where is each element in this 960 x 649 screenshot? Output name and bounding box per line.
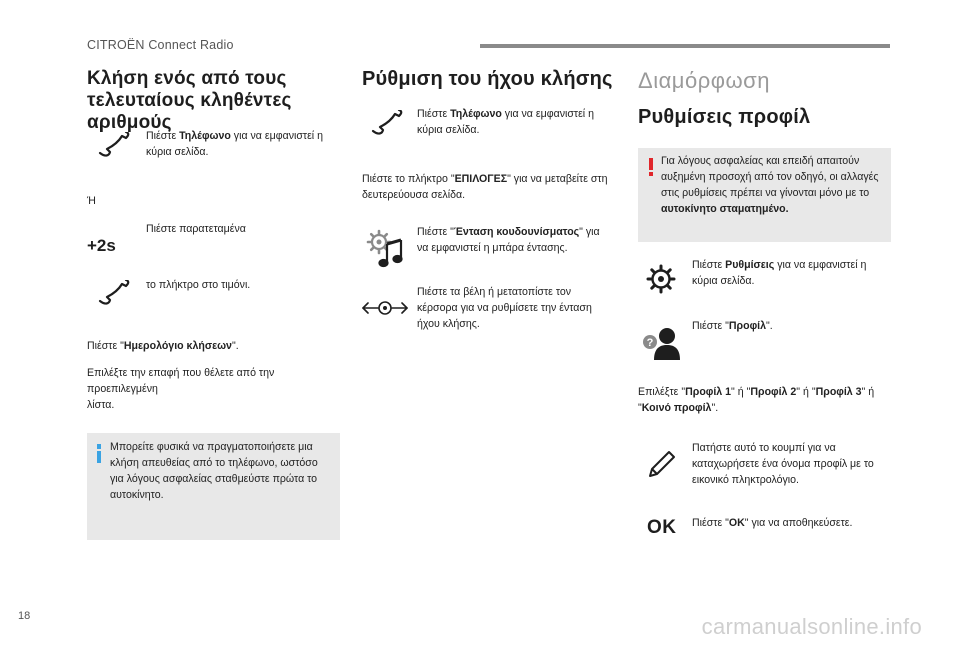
section-heading-last-calls: Κλήση ενός από τους τελευταίους κληθέντες αριθμούς [87,68,292,133]
step-press-settings: Πιέστε Ρυθμίσεις για να εμφανιστεί η κύρια σελίδα. [692,259,867,287]
phone-handset-icon [97,132,131,158]
phone-handset-icon [370,110,404,136]
music-note-icon [380,240,402,266]
plus-2s-badge: +2s [87,236,116,255]
info-text: Μπορείτε φυσικά να πραγματοποιήσετε μια κλήση απευθείας από το τηλέφωνο, ωστόσο για λόγους ασφαλείας σταθμεύστε πρώτα το αυτοκίνητο. [110,441,318,501]
step-press-ok: Πιέστε "OK" για να αποθηκεύσετε. [692,517,853,529]
step-adjust-volume: Πιέστε τα βέλη ή μετατοπίστε τον κέρσορα για να ρυθμίσετε την ένταση ήχου κλήσης. [417,286,592,330]
section-heading-ringtone: Ρύθμιση του ήχου κλήσης [362,68,613,90]
ringtone-settings-icon [365,228,409,268]
warning-icon-dot [649,172,653,176]
step-ring-volume: Πιέστε "Ένταση κουδουνίσματος" για να εμφανιστεί η μπάρα έντασης. [417,226,600,254]
header-title: CITROËN Connect Radio [87,38,234,52]
column-ringtone-volume [362,68,617,330]
gear-icon [646,264,676,294]
phone-handset-icon [97,280,131,306]
para-select-contact: Επιλέξτε την επαφή που θέλετε από την προεπιλεγμένη λίστα. [87,367,275,411]
step-enter-name: Πατήστε αυτό το κουμπί για να καταχωρήσετε ένα όνομα προφίλ με το εικονικό πληκτρολόγιο. [692,442,874,486]
info-icon-dot [97,444,101,449]
warning-icon [649,158,653,170]
step-press-profile: Πιέστε "Προφίλ". [692,320,773,332]
column-last-calls [87,68,340,501]
warning-box [638,148,891,242]
pencil-icon [646,448,678,480]
header-rule [480,44,890,48]
para-call-log: Πιέστε "Ημερολόγιο κλήσεων". [87,340,239,352]
para-options: Πιέστε το πλήκτρο "ΕΠΙΛΟΓΕΣ" για να μεταβείτε στη δευτερεύουσα σελίδα. [362,173,608,201]
warning-text: Για λόγους ασφαλείας και επειδή απαιτούν αυξημένη προσοχή από τον οδηγό, οι αλλαγές στις ρυθμίσεις πρέπει να γίνονται μόνο με το αυτοκίνητο σταματημένο. [661,155,879,215]
or-label: Ή [87,195,96,207]
watermark: carmanualsonline.info [701,614,922,639]
para-select-profile: Επιλέξτε "Προφίλ 1" ή "Προφίλ 2" ή "Προφίλ 3" ή "Κοινό προφίλ". [638,386,875,414]
chapter-title: Διαμόρφωση [638,68,770,93]
slider-arrows-icon [362,298,408,318]
ok-icon: OK [647,517,677,538]
info-box [87,433,340,540]
section-heading-profiles: Ρυθμίσεις προφίλ [638,106,811,128]
step-steering-button: το πλήκτρο στο τιμόνι. [146,279,251,291]
step-press-phone: Πιέστε Τηλέφωνο για να εμφανιστεί η κύρια σελίδα. [146,130,323,158]
step-press-phone: Πιέστε Τηλέφωνο για να εμφανιστεί η κύρια σελίδα. [417,108,594,136]
svg-text:?: ? [646,337,654,349]
step-long-press: Πιέστε παρατεταμένα [146,223,246,235]
person-question-icon [640,326,682,360]
page-number: 18 [18,610,31,622]
info-icon [97,451,101,463]
